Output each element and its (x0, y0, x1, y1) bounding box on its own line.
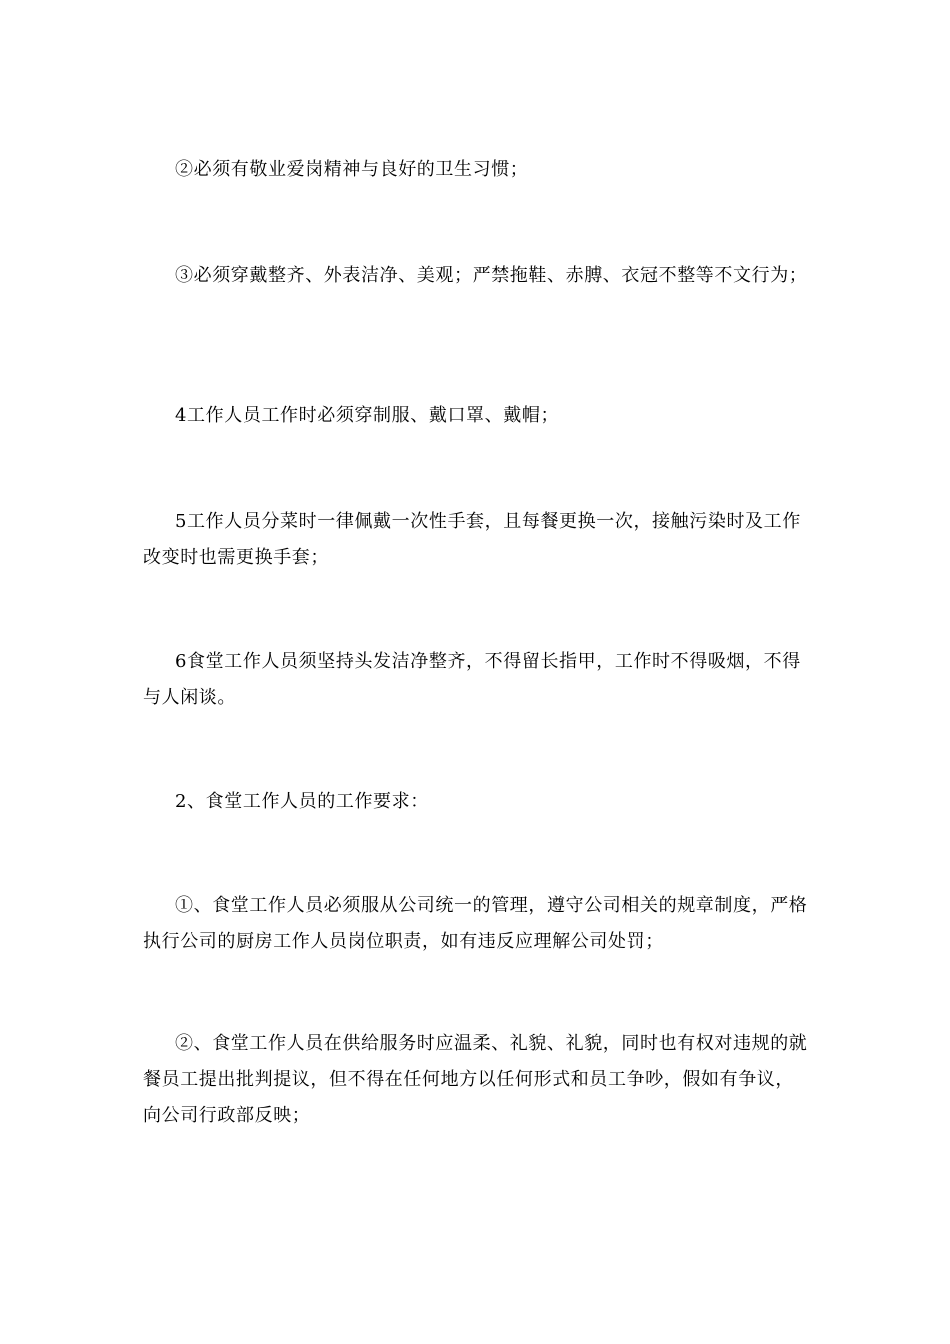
section-heading-work-requirements: 2、食堂工作人员的工作要求： (175, 791, 429, 812)
paragraph-uniform: 4工作人员工作时必须穿制服、戴口罩、戴帽； (175, 405, 560, 426)
paragraph-gloves: 5工作人员分菜时一律佩戴一次性手套，且每餐更换一次，接触污染时及工作改变时也需更换手套； (143, 511, 801, 568)
paragraph-dress-code: ③必须穿戴整齐、外表洁净、美观；严禁拖鞋、赤膊、衣冠不整等不文行为； (175, 265, 808, 286)
paragraph-obey-management: ①、食堂工作人员必须服从公司统一的管理，遵守公司相关的规章制度，严格执行公司的厨房工作人员岗位职责，如有违反应理解公司处罚； (143, 895, 808, 952)
paragraph-service-attitude: ②、食堂工作人员在供给服务时应温柔、礼貌、礼貌，同时也有权对违规的就餐员工提出批判提议，但不得在任何地方以任何形式和员工争吵，假如有争议，向公司行政部反映； (143, 1033, 808, 1126)
paragraph-grooming: 6食堂工作人员须坚持头发洁净整齐，不得留长指甲，工作时不得吸烟，不得与人闲谈。 (143, 651, 801, 708)
paragraph-hygiene-habits: ②必须有敬业爱岗精神与良好的卫生习惯； (175, 159, 529, 180)
